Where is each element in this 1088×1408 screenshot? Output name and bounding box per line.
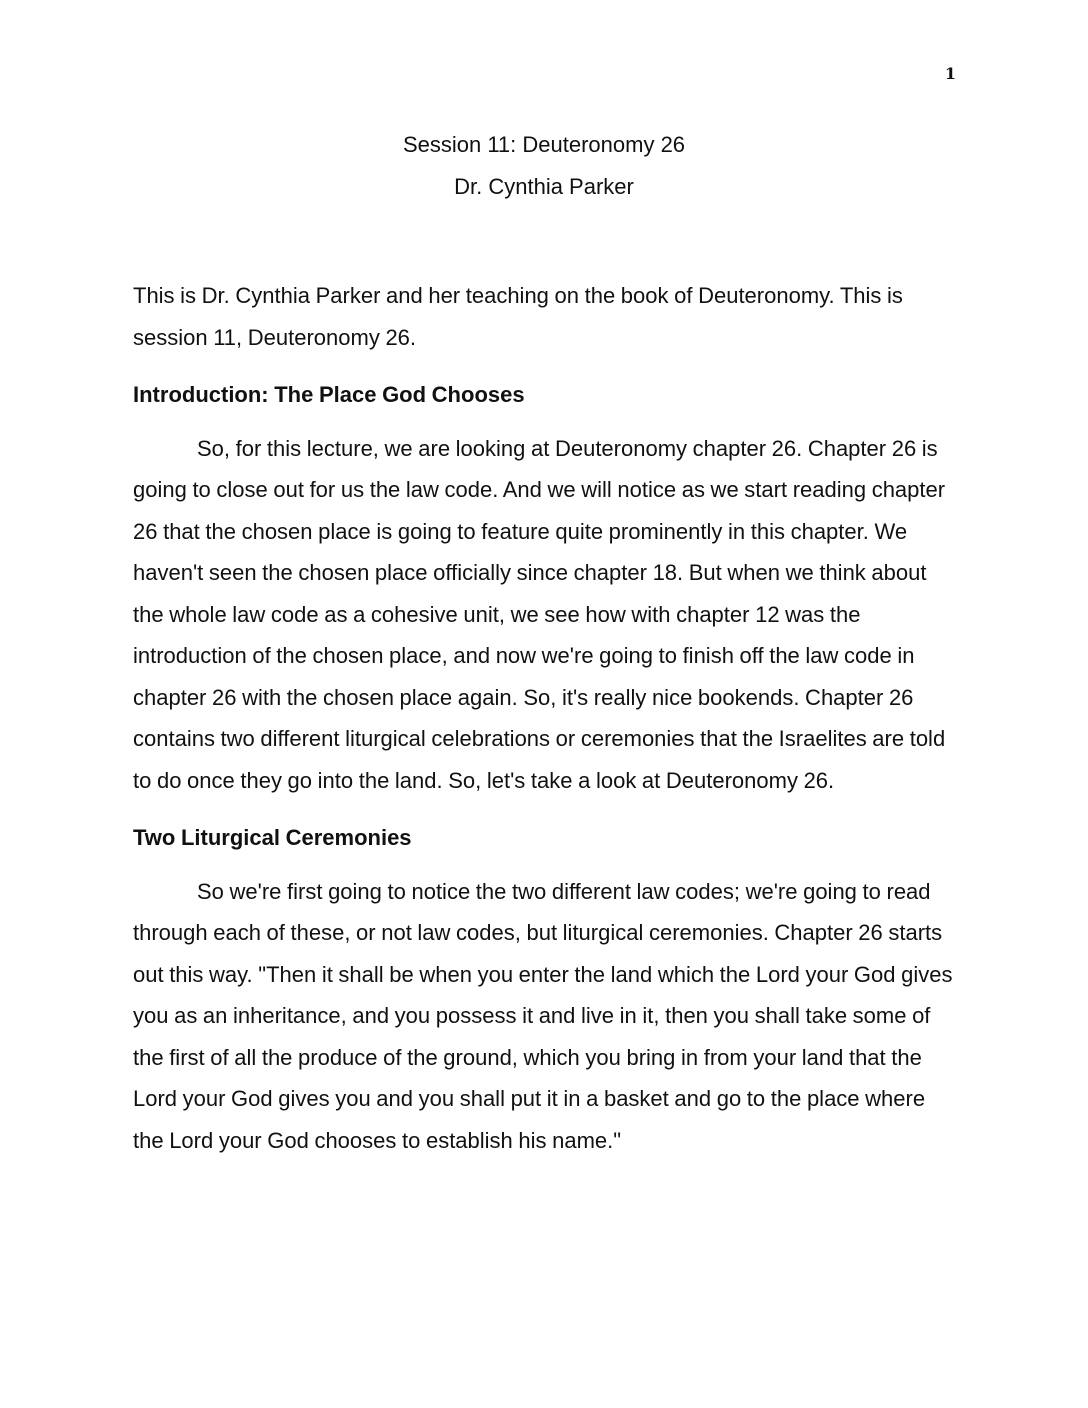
intro-paragraph: This is Dr. Cynthia Parker and her teaching on the book of Deuteronomy. This is session 11, Deuteronomy 26. <box>133 283 903 350</box>
section-paragraph-introduction: So, for this lecture, we are looking at Deuteronomy chapter 26. Chapter 26 is going to close out for us the law code. And we will notice as we start reading chapter 26 that the chosen place is going to feature quite prominently in this chapter. We haven't seen the chosen place officially since chapter 18. But when we think about the whole law code as a cohesive unit, we see how with chapter 12 was the introduction of the chosen place, and now we're going to finish off the law code in chapter 26 with the chosen place again. So, it's really nice bookends. Chapter 26 contains two different liturgical celebrations or ceremonies that the Israelites are told to do once they go into the land. So, let's take a look at Deuteronomy 26. <box>133 435 946 793</box>
page-number: 1 <box>944 64 956 83</box>
title-block <box>0 124 1088 208</box>
document-title: Session 11: Deuteronomy 26 <box>402 132 686 157</box>
section-heading-liturgical-ceremonies: Two Liturgical Ceremonies <box>133 825 412 850</box>
section-paragraph-liturgical-ceremonies: So we're first going to notice the two different law codes; we're going to read through each of these, or not law codes, but liturgical ceremonies. Chapter 26 starts out this way. "Then it shall be when you enter the land which the Lord your God gives you as an inheritance, and you possess it and live in it, then you shall take some of the first of all the produce of the ground, which you bring in from your land that the Lord your God gives you and you shall put it in a basket and go to the place where the Lord your God chooses to establish his name." <box>133 878 953 1153</box>
section-heading-introduction: Introduction: The Place God Chooses <box>133 382 525 407</box>
document-author: Dr. Cynthia Parker <box>454 174 634 199</box>
document-body <box>133 275 955 1177</box>
